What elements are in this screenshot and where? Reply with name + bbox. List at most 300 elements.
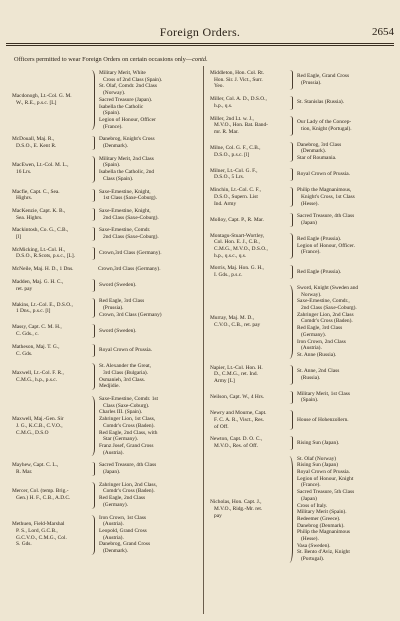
officer-name-line: Minchin, Lt.-Col. C. F., — [210, 187, 261, 194]
brace — [89, 70, 95, 130]
officer-name — [210, 70, 287, 90]
officer-name-line: Newton, Capt. D. O. C., — [210, 436, 263, 443]
officer-name — [210, 499, 287, 519]
decoration-line: Star (Germany). — [103, 436, 139, 443]
brace — [89, 482, 95, 509]
decorations-list — [99, 250, 198, 257]
brace — [89, 279, 95, 292]
officer-name-line: [l] — [16, 234, 22, 241]
officer-name-line: Newry and Mourne, Capt. — [210, 410, 267, 417]
decorations-list — [99, 136, 198, 149]
decoration-line: Zahringer Lion, 2nd Class — [297, 311, 354, 318]
officer-name-line: S. Gds. — [16, 541, 32, 548]
officer-entry — [210, 410, 392, 430]
brace — [89, 208, 95, 221]
officer-name-line: M.V.O., Res. of Off. — [214, 442, 258, 449]
decoration-line: 1st Class (Saxe-Coburg). — [103, 195, 157, 202]
decoration-line: Star of Roumania. — [297, 155, 337, 162]
decoration-line: (Hesse). — [301, 200, 319, 207]
decoration-line: tion, Knight (Portugal). — [301, 125, 352, 132]
officer-name-line: Morris, Maj. Hon. G. H., — [210, 265, 264, 272]
officer-name — [12, 189, 89, 202]
officer-entry — [210, 116, 392, 136]
decorations-list — [98, 266, 198, 273]
brace — [89, 189, 95, 202]
decoration-line: Danebrog, Knight's Cross — [99, 136, 155, 143]
brace — [89, 324, 95, 337]
decoration-line: Legion of Honour, Officer — [99, 116, 156, 123]
officer-name-line: M.V.O., Ridg.-Mr. ret. — [214, 505, 263, 512]
header-rule-thin — [6, 45, 394, 46]
decorations-list — [297, 187, 392, 207]
officer-entry — [12, 266, 198, 273]
decoration-line: Sword (Sweden). — [99, 282, 137, 289]
decoration-line: Red Eagle, 3rd Class — [297, 325, 343, 332]
decoration-line: (Portugal). — [301, 556, 325, 563]
column-divider — [203, 66, 204, 614]
decoration-line: Red Eagle, 2nd Class, with — [99, 429, 158, 436]
decoration-line: (Prussia). — [301, 80, 322, 87]
officer-name-line: Matheson, Maj. T. G., — [12, 343, 60, 350]
officer-name-line: of Off. — [214, 423, 229, 430]
decoration-line: 2nd Class (Saxe-Coburg). — [103, 214, 159, 221]
decoration-line: Knight's Cross, 1st Class — [301, 193, 355, 200]
brace — [89, 298, 95, 318]
officer-name-line: MacKenzie, Capt. K. B., — [12, 207, 66, 214]
decoration-line: Redeemer (Greece). — [297, 515, 341, 522]
officer-name — [210, 315, 287, 328]
officer-name-line: D.S.O., p.s.c. [l] — [214, 151, 250, 158]
officer-name-line: Makins, Lt.-Col. E., D.S.O., — [12, 301, 73, 308]
officer-name-line: R. Mar. — [16, 469, 33, 476]
officer-name-line: Milne, Col. G. F., C.B., — [210, 144, 261, 151]
decoration-line: (Germany). — [301, 331, 326, 338]
decorations-list — [297, 73, 392, 86]
officer-name — [12, 370, 89, 383]
brace — [287, 456, 293, 563]
decoration-line: Military Merit (Spain). — [297, 509, 347, 516]
brace — [287, 365, 293, 385]
officer-name — [210, 116, 287, 136]
decoration-line: Franz Josef, Grand Cross — [99, 442, 154, 449]
officer-name-line: Mackintosh, Co. G., C.B., — [12, 227, 69, 234]
brace — [287, 168, 293, 181]
decoration-line: St. Anne, 2nd Class — [297, 367, 340, 374]
officer-entry — [210, 365, 392, 385]
decoration-line: Red Eagle (Prussia). — [297, 268, 342, 275]
officer-entry — [210, 265, 392, 278]
decoration-line: Philip the Magnanimous, — [297, 187, 352, 194]
officer-name-line: 16 Lrs. — [16, 169, 32, 176]
officer-entry — [12, 363, 198, 390]
officer-name-line: C.V.O., C.B., ret. pay — [214, 321, 261, 328]
officer-entry — [210, 456, 392, 563]
brace — [89, 266, 94, 273]
officer-name-line: I. Gds., p.s.c. — [214, 272, 243, 279]
brace — [287, 187, 293, 207]
officer-name — [12, 279, 89, 292]
decoration-line: (France). — [301, 249, 321, 256]
brace — [287, 213, 293, 226]
right-column — [210, 70, 392, 569]
decoration-line: House of Hohenzollern. — [297, 416, 349, 423]
decoration-line: 2nd Class (Saxe-Coburg). — [103, 234, 159, 241]
decoration-line: Military Merit, 2nd Class — [99, 155, 154, 162]
page-header — [0, 0, 400, 48]
officer-name-line: Army [L] — [214, 378, 235, 385]
decorations-list — [99, 515, 198, 555]
officer-entry — [12, 482, 198, 509]
decoration-line: Sacred Treasure (Japan). — [99, 96, 153, 103]
brace — [89, 396, 95, 456]
officer-entry — [210, 168, 392, 181]
brace — [89, 227, 95, 240]
officer-entry — [12, 279, 198, 292]
brace — [89, 247, 95, 260]
decorations-list — [99, 363, 198, 390]
decoration-line: Our Lady of the Concep- — [297, 118, 352, 125]
decoration-line: (Spain). — [103, 162, 121, 169]
officer-name-line: McNeile, Maj. H. D., 1 Dns. — [12, 266, 74, 273]
officer-name-line: Macfie, Capt. C., Sea. — [12, 188, 60, 195]
decoration-line: Comdr's Cross (Baden). — [103, 422, 155, 429]
officer-entry — [210, 142, 392, 162]
decoration-line: Rising Sun (Japan) — [297, 462, 339, 469]
officer-entry — [12, 396, 198, 456]
section-subtitle — [14, 56, 208, 63]
officer-name — [210, 145, 287, 158]
decorations-list — [99, 298, 198, 318]
officer-name — [12, 247, 89, 260]
officer-entry — [12, 515, 198, 555]
decoration-line: Military Merit, White — [99, 70, 146, 76]
decoration-line: Leopold, Grand Cross — [99, 527, 147, 534]
officer-name-line: J. G., K.C.B., C.V.O., — [16, 422, 63, 429]
decorations-list — [99, 189, 198, 202]
officer-name — [210, 217, 287, 224]
decorations-list — [99, 396, 198, 456]
officer-name-line: F. C. A. R., Visct., Res. — [214, 416, 264, 423]
decoration-line: Class (Spain). — [103, 175, 134, 182]
decoration-line: St. Olaf, Comdr. 2nd Class — [99, 83, 157, 90]
officer-name-line: Methuen, Field-Marshal — [12, 521, 65, 528]
decoration-line: Crown,3rd Class (Germany). — [99, 250, 162, 257]
officer-name-line: Highrs. — [16, 195, 33, 202]
brace — [287, 70, 293, 90]
brace — [89, 363, 95, 390]
subtitle-italic: contd. — [192, 56, 208, 63]
brace — [287, 265, 293, 278]
officer-name — [210, 394, 287, 401]
decoration-line: Iron Crown, 2nd Class — [297, 338, 346, 345]
officer-name-line: Miller, Col. A. D., D.S.O., — [210, 96, 267, 103]
decorations-list — [297, 213, 392, 226]
officer-name-line: Col. Hon. E. J., C.B., — [214, 239, 260, 246]
officer-name — [12, 521, 89, 548]
brace — [287, 96, 293, 109]
officer-name — [210, 265, 287, 278]
decoration-line: (Austria). — [103, 449, 124, 456]
officer-name-line: D.S.O., 5 Lrs. — [214, 174, 245, 181]
decoration-line: Royal Crown of Prussia. — [297, 171, 351, 178]
decoration-line: Red Eagle, Grand Cross — [297, 73, 350, 80]
decoration-line: Sacred Treasure, 4th Class — [99, 462, 157, 469]
officer-entry — [210, 187, 392, 207]
officer-entry — [12, 298, 198, 318]
officer-name — [12, 162, 89, 175]
decorations-list — [99, 328, 198, 335]
officer-name-line: G.C.V.O., C.M.G., Col. — [16, 534, 67, 541]
officer-name-line: McMicking, Lt.-Col. H., — [12, 246, 66, 253]
decoration-line: Comdr's Cross (Baden). — [301, 318, 353, 325]
decorations-list — [297, 171, 392, 178]
decoration-line: (Spain). — [301, 397, 319, 404]
decoration-line: (Japan) — [301, 219, 317, 226]
decorations-list — [99, 347, 198, 354]
decoration-line: Saxe-Ernestine, Comdr. 1st — [99, 396, 158, 403]
decoration-line: (Japan). — [103, 469, 121, 476]
decorations-list — [99, 70, 198, 130]
brace — [287, 142, 293, 162]
brace — [287, 436, 293, 449]
decoration-line: Vasa (Sweden). — [297, 542, 331, 549]
decoration-line: Royal Crown of Prussia. — [297, 469, 351, 476]
officer-entry — [210, 70, 392, 90]
decoration-line: Norway). — [301, 291, 322, 298]
officer-name-line: Maxwell, Lt.-Col. F. R., — [12, 369, 64, 376]
officer-name-line: C. Gds. — [16, 350, 33, 357]
officer-name-line: Massy, Capt. C. M. H., — [12, 324, 62, 331]
header-rule — [6, 43, 394, 44]
officer-name-line: D.S.O., R.Scots, p.s.c., [L]. — [16, 253, 75, 260]
decoration-line: Class (Saxe-Coburg). — [103, 402, 150, 409]
brace — [89, 156, 95, 183]
officer-name-line: Ind. Army — [214, 200, 237, 207]
brace — [89, 344, 95, 357]
officer-name-line: Mayhew, Capt. C. L., — [12, 462, 59, 469]
decoration-line: (Austria). — [103, 534, 124, 541]
decoration-line: Red Eagle, 3rd Class — [99, 298, 145, 305]
decoration-line: (France). — [301, 482, 321, 489]
decoration-line: (Germany). — [103, 501, 128, 508]
officer-name-line: pay — [214, 512, 222, 519]
officer-entry — [12, 156, 198, 183]
officer-name-line: Maxwell, Maj.-Gen. Sir — [12, 416, 64, 423]
decoration-line: Legion of Honour, Officer. — [297, 242, 355, 249]
decoration-line: Zahringer Lion, 1st Class, — [99, 416, 156, 423]
officer-name-line: Yeo. — [214, 83, 224, 90]
decoration-line: Isabella the Catholic — [99, 103, 144, 110]
officer-name — [12, 227, 89, 240]
officer-name — [12, 344, 89, 357]
officer-name — [12, 488, 89, 501]
decorations-list — [99, 227, 198, 240]
decorations-list — [297, 417, 392, 424]
officer-name — [210, 168, 287, 181]
officer-name-line: Murray, Maj. M. D., — [210, 315, 254, 322]
officer-name-line: MacEwen, Lt.-Col. M. L., — [12, 162, 69, 169]
decoration-line: (Hesse). — [301, 536, 319, 543]
officer-entry — [210, 213, 392, 226]
brace — [89, 462, 95, 475]
brace — [287, 233, 293, 260]
officer-name — [12, 266, 89, 273]
decoration-line: Osmanieh, 3rd Class. — [99, 376, 146, 383]
subtitle-text: Officers permitted to wear Foreign Orders on certain occasions only— — [14, 56, 193, 63]
officer-name-line: D.S.O., Supern. List — [214, 193, 258, 200]
officer-name-line: Nicholas, Hon. Capt. J., — [210, 499, 262, 506]
decoration-line: (Spain). — [103, 110, 121, 117]
decoration-line: Sword (Sweden). — [99, 327, 137, 334]
officer-entry — [210, 436, 392, 449]
officer-name-line: mr. R. Mar. — [214, 128, 239, 135]
officer-name-line: Napier, Lt.-Col. Hon. H. — [210, 364, 263, 371]
officer-name — [210, 233, 287, 260]
decoration-line: Rising Sun (Japan). — [297, 439, 340, 446]
officer-name-line: Mercer, Col. (temp. Brig.- — [12, 488, 69, 495]
decoration-line: Saxe-Ernestine, Comdr. — [99, 227, 151, 234]
officer-name-line: h.p., q.s.c., q.s. — [214, 252, 247, 259]
decoration-line: Crown, 3rd Class (Germany) — [99, 311, 162, 318]
officer-entry — [210, 96, 392, 109]
decoration-line: Danebrog (Denmark). — [297, 522, 345, 529]
decoration-line: (Japan) — [301, 495, 317, 502]
decoration-line: Zahringer Lion, 2nd Class, — [99, 481, 157, 488]
decoration-line: Saxe-Ernestine, Knight, — [99, 207, 151, 214]
officer-entry — [12, 208, 198, 221]
decoration-line: Charles III. (Spain). — [99, 409, 143, 416]
decoration-line: (Denmark). — [103, 143, 128, 150]
officer-name-line: C.M.G., M.V.O., D.S.O., — [214, 246, 268, 253]
decoration-line: Danebrog, 3rd Class — [297, 141, 342, 148]
officer-name-line: Macdonogh, Lt.-Col. G. M. — [12, 93, 72, 100]
officer-entry — [12, 462, 198, 475]
officer-entry — [12, 324, 198, 337]
decoration-line: Medjidie. — [99, 383, 120, 390]
decoration-line: Military Merit, 1st Class — [297, 390, 351, 397]
decorations-list — [99, 462, 198, 475]
officer-name — [12, 208, 89, 221]
officer-name-line: h.p., q.s. — [214, 102, 233, 109]
officer-entry — [12, 70, 198, 130]
brace — [287, 391, 293, 404]
decoration-line: St. Stanislas (Russia). — [297, 99, 345, 106]
officer-name-line: C.M.G., D.S.O — [16, 429, 49, 436]
officer-name-line: Molloy, Capt. P., R. Mar. — [210, 216, 264, 223]
decorations-list — [99, 208, 198, 221]
decorations-list — [297, 456, 392, 563]
officer-entry — [12, 227, 198, 240]
officer-name — [12, 462, 89, 475]
officer-name — [210, 410, 287, 430]
officer-name-line: C. Gds., c. — [16, 331, 39, 338]
officer-entry — [210, 391, 392, 404]
decoration-line: (Russia). — [301, 374, 321, 381]
officer-name — [210, 365, 287, 385]
officer-name — [12, 93, 89, 106]
decoration-line: Philip the Magnanimous — [297, 529, 351, 536]
decoration-line: (Austria). — [301, 345, 322, 352]
decoration-line: 2nd Class (Saxe-Coburg). — [301, 304, 357, 311]
page-number: 2654 — [372, 26, 394, 38]
officer-name-line: M.V.O., Hon. Bat. Band- — [214, 122, 268, 129]
brace — [287, 410, 293, 430]
brace — [287, 285, 293, 359]
decoration-line: (Denmark). — [103, 548, 128, 555]
decorations-list — [99, 282, 198, 289]
officer-name-line: Montagu-Stuart-Wortley, — [210, 232, 265, 239]
decoration-line: Comdr's Cross (Baden). — [103, 488, 155, 495]
decoration-line: Red Eagle (Prussia). — [297, 236, 342, 242]
left-column — [12, 70, 198, 561]
brace — [89, 515, 95, 555]
officer-name-line: Neilson, Capt. W., 4 Hrs. — [210, 394, 265, 401]
officer-name-line: Middleton, Hon. Col. Rt. — [210, 70, 265, 76]
officer-entry — [210, 285, 392, 359]
decoration-line: (Prussia). — [103, 304, 124, 311]
officer-entry — [12, 344, 198, 357]
decoration-line: St. Olaf (Norway) — [297, 455, 337, 462]
officer-name-line: Miller, 2nd Lt. w. J., — [210, 115, 254, 122]
decorations-list — [297, 368, 392, 381]
officer-name-line: ret. pay — [16, 285, 33, 292]
brace — [287, 116, 293, 136]
decoration-line: Saxe-Ernestine, Comdr., — [297, 298, 350, 305]
decoration-line: Sword, Knight (Sweden and — [297, 284, 359, 291]
decoration-line: Royal Crown of Prussia. — [99, 347, 153, 354]
decorations-list — [99, 156, 198, 183]
decorations-list — [297, 440, 392, 447]
decorations-list — [99, 482, 198, 509]
decoration-line: (Austria). — [103, 521, 124, 528]
page-title: Foreign Orders. — [159, 25, 241, 39]
officer-name-line: Sea. Highrs. — [16, 214, 43, 221]
decoration-line: Legion of Honour, Knight — [297, 475, 354, 482]
officer-entry — [210, 233, 392, 260]
officer-name-line: P. S., Lord, G.C.B., — [16, 527, 58, 534]
officer-name-line: Gen.) H. F., C.B., A.D.C. — [16, 495, 71, 502]
decoration-line: Sacred Treasure, 5th Class — [297, 489, 355, 496]
officer-name-line: McDouall, Maj. R., — [12, 136, 55, 143]
officer-name-line: Milner, Lt.-Col. G. F., — [210, 167, 258, 174]
decoration-line: St. Alexander the Great, — [99, 363, 151, 370]
officer-name — [12, 416, 89, 436]
officer-entry — [12, 136, 198, 149]
officer-name — [210, 436, 287, 449]
officer-name — [12, 136, 89, 149]
decorations-list — [297, 142, 392, 162]
decorations-list — [297, 236, 392, 256]
officer-name — [210, 187, 287, 207]
officer-name — [12, 324, 89, 337]
officer-name-line: D.S.O., E. Kent R. — [16, 143, 57, 150]
decoration-line: Red Eagle, 2nd Class — [99, 495, 146, 502]
officer-name-line: C.M.G., h.p., p.s.c. — [16, 376, 58, 383]
brace — [89, 136, 95, 149]
officer-name-line: D., C.M.G., ret. Ind. — [214, 371, 258, 378]
decorations-list — [297, 391, 392, 404]
decorations-list — [297, 285, 392, 359]
decoration-line: Sacred Treasure, 4th Class — [297, 213, 355, 220]
decorations-list — [297, 99, 392, 106]
officer-entry — [12, 247, 198, 260]
decoration-line: Danebrog, Grand Cross — [99, 541, 151, 548]
decoration-line: Cross of 2nd Class (Spain). — [103, 76, 163, 83]
officer-name-line: Madden, Maj. G. H. C., — [12, 278, 64, 285]
decoration-line: (Denmark). — [301, 148, 326, 155]
officer-name — [12, 302, 89, 315]
decoration-line: Saxe-Ernestine, Knight, — [99, 188, 151, 195]
